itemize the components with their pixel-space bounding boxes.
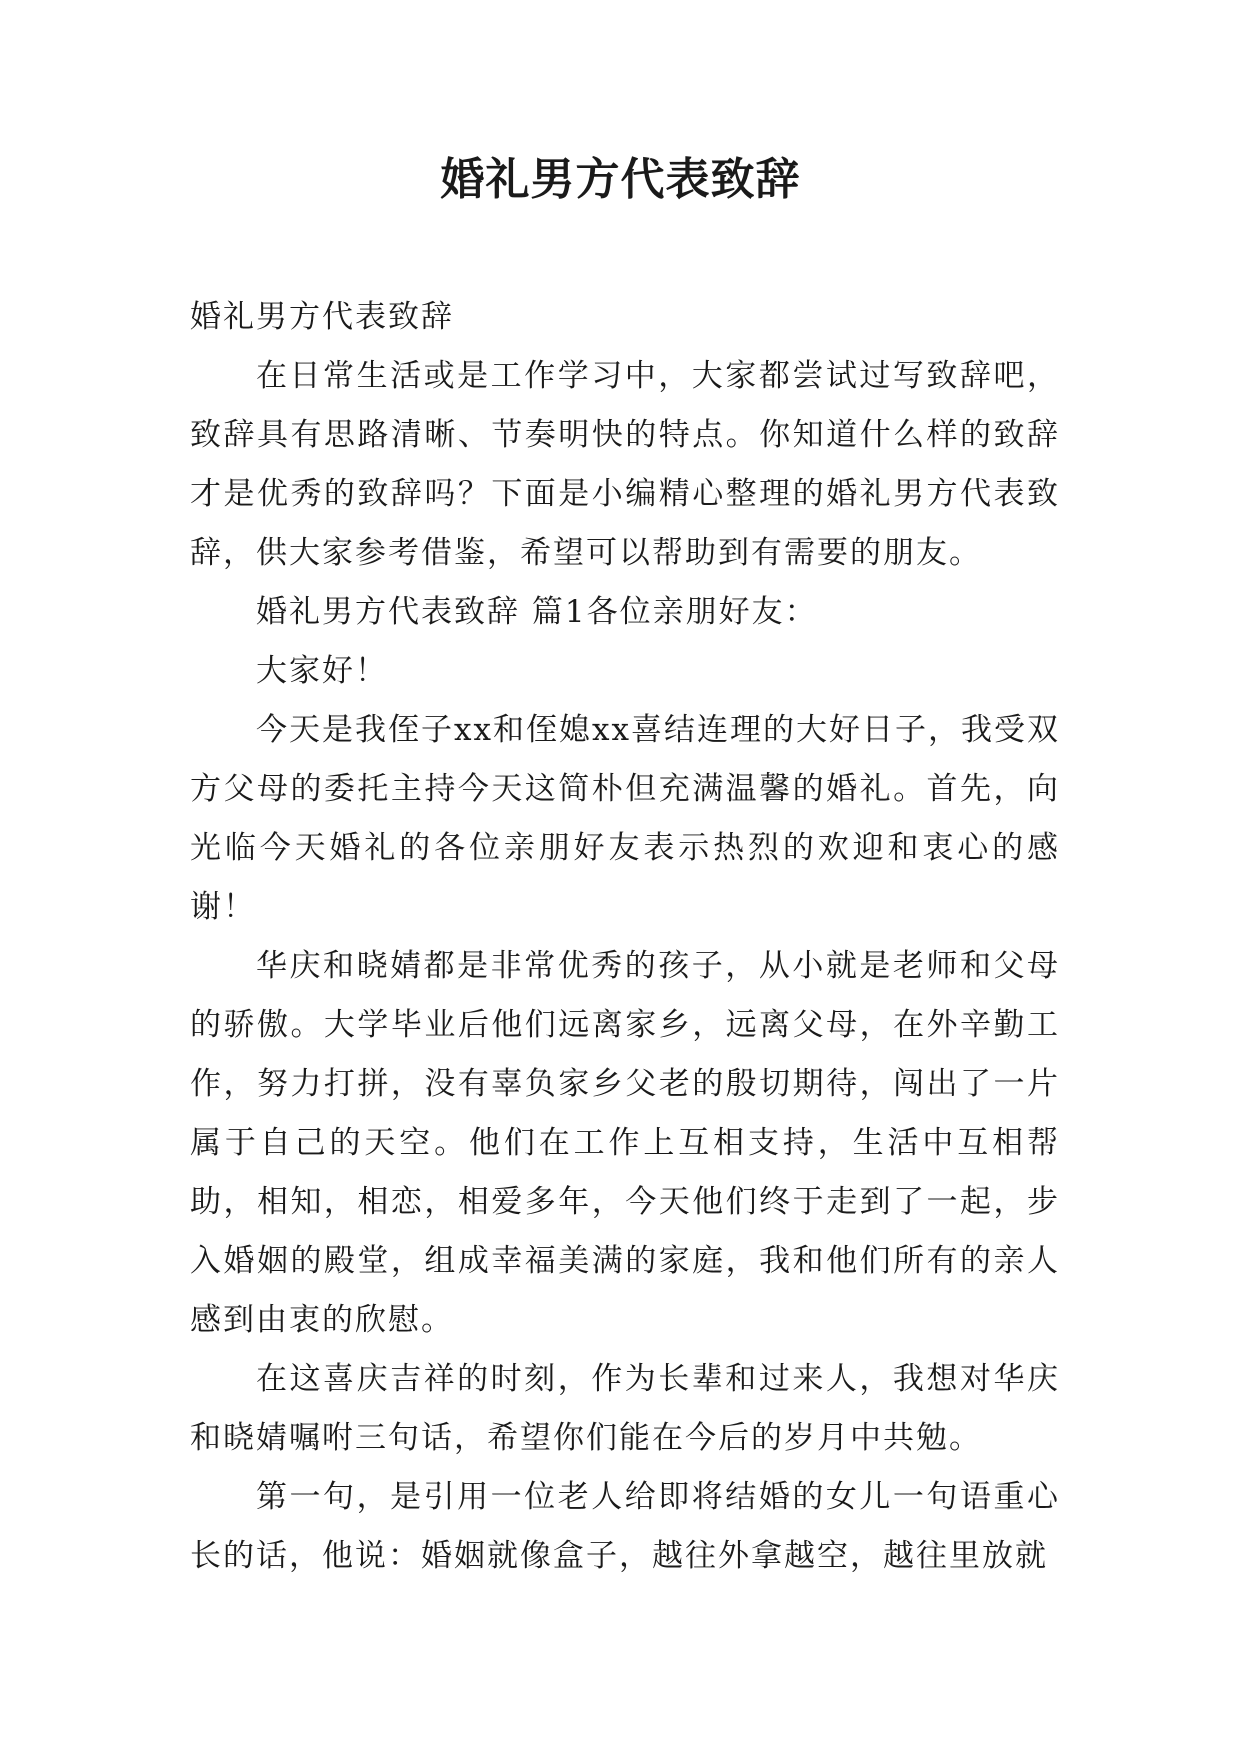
paragraph-heading: 婚礼男方代表致辞	[190, 299, 454, 335]
paragraph-greeting: 大家好！	[256, 653, 388, 689]
paragraph-advice-intro: 在这喜庆吉祥的时刻，作为长辈和过来人，我想对华庆和晓婧嘱咐三句话，希望你们能在今后的岁月中共勉。	[190, 1361, 1060, 1456]
paragraph-couple: 华庆和晓婧都是非常优秀的孩子，从小就是老师和父母的骄傲。大学毕业后他们远离家乡，远离父母，在外辛勤工作，努力打拼，没有辜负家乡父老的殷切期待，闯出了一片属于自己的天空。他们在工作上互相支持，生活中互相帮助，相知，相恋，相爱多年，今天他们终于走到了一起，步入婚姻的殿堂，组成幸福美满的家庭，我和他们所有的亲人感到由衷的欣慰。	[190, 948, 1060, 1338]
document-body	[190, 288, 1060, 1586]
paragraph-welcome: 今天是我侄子xx和侄媳xx喜结连理的大好日子，我受双方父母的委托主持今天这简朴但充满温馨的婚礼。首先，向光临今天婚礼的各位亲朋好友表示热烈的欢迎和衷心的感谢！	[190, 712, 1060, 925]
document-title: 婚礼男方代表致辞	[440, 154, 801, 205]
paragraph-section-heading: 婚礼男方代表致辞 篇1各位亲朋好友：	[256, 594, 818, 630]
paragraph-first-advice: 第一句，是引用一位老人给即将结婚的女儿一句语重心长的话，他说：婚姻就像盒子，越往外拿越空，越往里放就	[190, 1479, 1060, 1574]
paragraph-intro: 在日常生活或是工作学习中，大家都尝试过写致辞吧，致辞具有思路清晰、节奏明快的特点。你知道什么样的致辞才是优秀的致辞吗？下面是小编精心整理的婚礼男方代表致辞，供大家参考借鉴，希望可以帮助到有需要的朋友。	[190, 358, 1060, 571]
